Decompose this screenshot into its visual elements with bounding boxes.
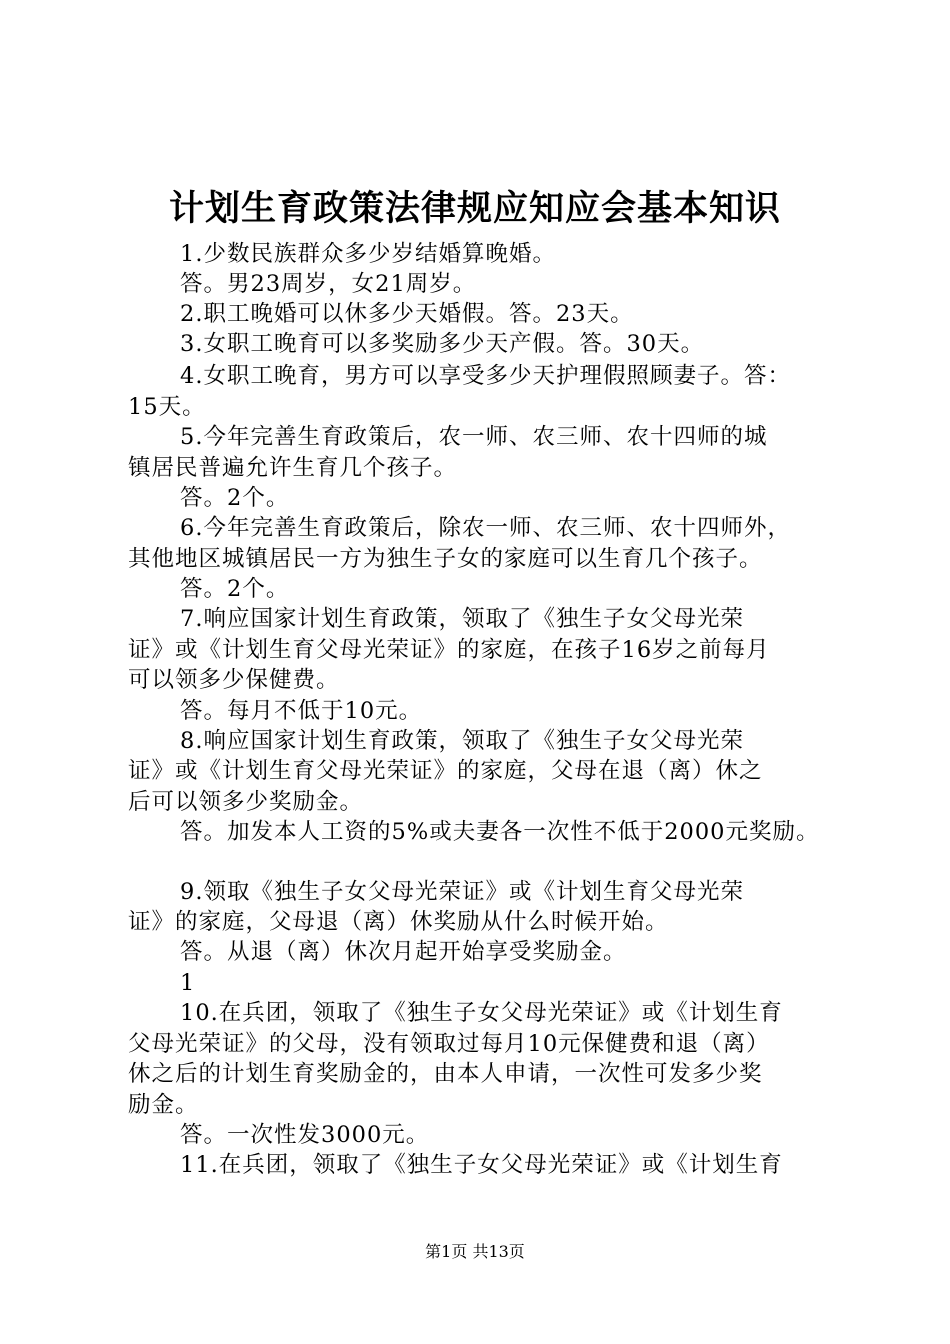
question-3: 3.女职工晚育可以多奖励多少天产假。答。30天。 — [180, 331, 705, 357]
question-9-line-1: 9.领取《独生子女父母光荣证》或《计划生育父母光荣 — [180, 879, 744, 905]
answer-10: 答。一次性发3000元。 — [180, 1122, 430, 1148]
question-7-line-3: 可以领多少保健费。 — [128, 667, 340, 693]
question-8-line-1: 8.响应国家计划生育政策，领取了《独生子女父母光荣 — [180, 728, 744, 754]
answer-5: 答。2个。 — [180, 485, 290, 511]
page-footer: 第1页 共13页 — [425, 1242, 525, 1261]
answer-9: 答。从退（离）休次月起开始享受奖励金。 — [180, 939, 627, 965]
question-1: 1.少数民族群众多少岁结婚算晚婚。 — [180, 241, 556, 267]
question-6-line-2: 其他地区城镇居民一方为独生子女的家庭可以生育几个孩子。 — [128, 546, 763, 572]
question-9-line-2: 证》的家庭，父母退（离）休奖励从什么时候开始。 — [128, 909, 669, 935]
question-4-line-2: 15天。 — [128, 394, 206, 420]
answer-6: 答。2个。 — [180, 576, 290, 602]
answer-7: 答。每月不低于10元。 — [180, 698, 423, 724]
question-10-line-3: 休之后的计划生育奖励金的，由本人申请，一次性可发多少奖 — [128, 1061, 763, 1087]
question-7-line-2: 证》或《计划生育父母光荣证》的家庭，在孩子16岁之前每月 — [128, 637, 770, 663]
question-7-line-1: 7.响应国家计划生育政策，领取了《独生子女父母光荣 — [180, 606, 744, 632]
question-8-line-3: 后可以领多少奖励金。 — [128, 789, 364, 815]
question-8-line-2: 证》或《计划生育父母光荣证》的家庭，父母在退（离）休之 — [128, 758, 763, 784]
question-10-line-4: 励金。 — [128, 1092, 199, 1118]
question-10-line-1: 10.在兵团，领取了《独生子女父母光荣证》或《计划生育 — [180, 1000, 783, 1026]
question-4-line-1: 4.女职工晚育，男方可以享受多少天护理假照顾妻子。答： — [180, 363, 791, 389]
question-10-line-2: 父母光荣证》的父母，没有领取过每月10元保健费和退（离） — [128, 1031, 770, 1057]
question-5-line-2: 镇居民普遍允许生育几个孩子。 — [128, 455, 458, 481]
document-title: 计划生育政策法律规应知应会基本知识 — [168, 189, 781, 229]
page-marker: 1 — [180, 970, 196, 996]
answer-1: 答。男23周岁，女21周岁。 — [180, 271, 477, 297]
question-6-line-1: 6.今年完善生育政策后，除农一师、农三师、农十四师外， — [180, 515, 791, 541]
question-11-line-1: 11.在兵团，领取了《独生子女父母光荣证》或《计划生育 — [180, 1152, 783, 1178]
question-2: 2.职工晚婚可以休多少天婚假。答。23天。 — [180, 301, 634, 327]
answer-8: 答。加发本人工资的5%或夫妻各一次性不低于2000元奖励。 — [180, 819, 820, 845]
question-5-line-1: 5.今年完善生育政策后，农一师、农三师、农十四师的城 — [180, 424, 768, 450]
